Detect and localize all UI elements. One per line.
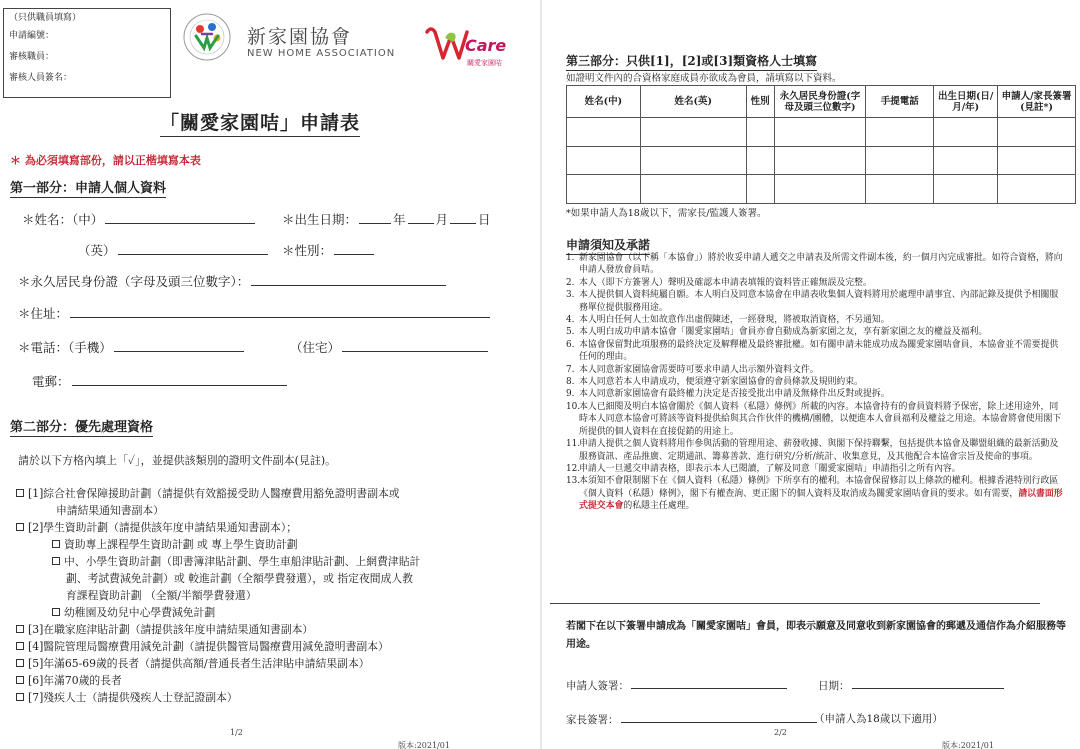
eligibility-item-label: [2]學生資助計劃（請提供該年度申請結果通知書副本）； [28,521,298,534]
form-title: 「關愛家園咭」申請表 [160,108,360,137]
declaration-item [566,289,1066,314]
item-number: 3. [566,290,575,301]
item-text: 申請人提供之個人資料將用作參與活動的管理用途、薪發收據、與閣下保持聯繫，包括提供本協會及聯盟組織的最新活動及服務資訊、產品推廣、定期通訊、籌募善款、進行研究/分析/統計、收集意見，及其他配合本協會宗旨及使命的事項。 [579,439,1059,462]
page-number: 1/2 [230,728,243,737]
item-text: 本人（即下方簽署人）聲明及確認本申請表填報的資料皆正確無誤及完整。 [579,277,872,288]
table-row [567,118,1076,147]
eligibility-subitem-tertiary[interactable] [52,536,298,553]
reviewing-officer-label: 審核職員： [9,52,55,62]
item-text: 本人已細閱及明白本協會關於《個人資料（私隱）條例》所載的內容。本協會持有的會員資料將予保密，除上述用途外，同時本人同意本協會可將該等資料提供給與其合作伙伴的機構/團體，以便進本人會員福利及權益之用途。本協會將會使用閣下所提供的個人資料在直接促銷的用途上。 [579,401,1062,437]
item-number: 2. [566,277,575,288]
gender-label: ＊性別： [282,243,333,258]
table-cell[interactable] [774,146,866,175]
family-members-table [566,85,1076,204]
table-cell[interactable] [998,146,1076,175]
table-cell[interactable] [567,175,641,204]
checkbox[interactable] [52,608,60,616]
date-label: 日期： [818,680,850,692]
table-cell[interactable] [866,146,934,175]
section3-subtitle: 如證明文件內的合資格家庭成員亦欲成為會員，請填寫以下資料。 [566,73,842,84]
eligibility-subitem-cont [66,587,257,604]
declaration-item [566,438,1066,463]
table-cell[interactable] [934,146,998,175]
month-label: 月 [435,212,449,227]
item-number: 7. [566,364,575,375]
column-header: 姓名(中) [567,86,641,118]
table-cell[interactable] [746,146,774,175]
english-name-line[interactable] [118,243,268,255]
parent-signature-note: （申請人為18歲以下適用） [814,713,943,725]
address-field[interactable] [18,304,492,322]
email-label: 電郵： [32,374,70,389]
chinese-name-label: ＊姓名：（中） [22,212,104,227]
item-text: 申請人一旦遞交申請表格，即表示本人已閱讀，了解及同意「關愛家園咭」申請指引之所有內容。 [579,463,961,474]
table-cell[interactable] [774,118,866,147]
section-separator [550,603,1040,604]
checkbox[interactable] [16,523,24,531]
declaration-item [566,326,1066,338]
table-cell[interactable] [998,118,1076,147]
eligibility-item-1[interactable] [16,485,400,502]
weare-logo-text: Care [465,36,507,55]
checkbox[interactable] [52,540,60,548]
email-field[interactable] [32,372,289,390]
section1-heading: 第一部分：申請人個人資料 [10,177,166,198]
english-name-label: （英） [78,243,116,258]
weare-logo-subtitle: 關愛家園咭 [467,59,502,67]
table-cell[interactable] [774,175,866,204]
english-name-field[interactable] [78,241,270,259]
item-number: 11. [566,439,581,450]
item-text [579,475,1066,512]
dob-month-line[interactable] [408,212,434,224]
table-header-row [567,86,1076,118]
eligibility-item-label: 資助專上課程學生資助計劃 或 專上學生資助計劃 [64,538,298,551]
table-cell[interactable] [866,175,934,204]
day-label: 日 [478,212,491,227]
mobile-field[interactable] [18,338,246,356]
applicant-signature-line[interactable] [631,677,787,689]
item-number: 8. [566,377,575,388]
declaration-item [566,339,1066,364]
eligibility-item-7[interactable] [16,689,238,706]
item-number: 5. [566,327,575,338]
eligibility-item-label: 劃、考試費減免計劃）或 較進計劃（全額學費發還），或 指定夜間成人教 [66,572,413,585]
hkid-field[interactable] [18,272,448,290]
table-cell[interactable] [934,118,998,147]
chinese-name-field[interactable] [22,210,257,228]
home-phone-label: （住宅） [290,340,341,355]
address-label: ＊住址： [18,306,69,321]
table-cell[interactable] [998,175,1076,204]
eligibility-item-label: [3]在職家庭津貼計劃（請提供該年度申請結果通知書副本） [28,623,314,636]
eligibility-item-3[interactable] [16,621,313,638]
item-number: 9. [566,389,575,400]
declaration-item [566,364,1066,376]
item-text: 本人明白成功申請本協會「關愛家園咭」會員亦會自動成為新家園之友，享有新家園之友的權益及福利。 [579,327,988,338]
item-number: 4. [566,315,575,326]
item-number: 10. [566,401,581,412]
item-text: 本人提供個人資料純屬自願。本人明白及同意本協會在申請表收集個人資料將用於處理申請事宜、內部記錄及提供予相關服務單位提供服務用途。 [579,290,1059,313]
column-header: 永久居民身份證(字母及頭三位數字) [774,86,866,118]
reviewer-signature-label: 審核人員簽名： [9,73,73,83]
consent-statement: 若閣下在以下簽署申請成為「關愛家園咭」會員，即表示願意及同意收到新家園協會的郵遞及通信作為介紹服務等用途。 [566,621,1066,650]
home-phone-line[interactable] [342,340,488,352]
checkbox[interactable] [16,676,24,684]
parent-signature-line[interactable] [621,711,817,723]
declaration-heading: 申請須知及承諾 [566,236,650,255]
checkbox[interactable] [52,557,60,565]
checkbox[interactable] [16,693,24,701]
checkbox[interactable] [16,489,24,497]
parent-signature-label: 家長簽署： [566,714,619,726]
eligibility-item-2[interactable] [16,519,297,536]
table-cell[interactable] [746,118,774,147]
eligibility-item-label: [5]年滿65-69歲的長者（請提供高額/普通長者生活津貼申請結果副本） [28,657,370,670]
chinese-name-line[interactable] [105,212,255,224]
applicant-signature-label: 申請人簽署： [566,680,629,692]
form-page-2 [542,0,1080,749]
eligibility-item-label: 幼稚園及幼兒中心學費減免計劃 [64,606,216,619]
item-text: 本人同意新家園協會需要時可要求申請人出示額外資料文件。 [579,364,819,375]
table-cell[interactable] [640,118,746,147]
application-number-label: 申請編號： [9,31,55,41]
declaration-list [566,252,1066,513]
section2-heading: 第二部分：優先處理資格 [10,416,153,437]
declaration-item [566,388,1066,400]
mobile-label: ＊電話：（手機） [18,340,112,355]
table-cell[interactable] [640,175,746,204]
declaration-item [566,314,1066,326]
section2-instruction: 請於以下方格內填上「✓」，並提供該類別的證明文件副本(見註)。 [18,454,337,467]
eligibility-item-label: [6]年滿70歲的長者 [28,674,122,687]
column-header: 手提電話 [866,86,934,118]
version-label: 版本:2021/01 [398,741,450,749]
applicant-signature-field[interactable] [566,677,789,693]
section3-heading: 第三部分：只供[1]，[2]或[3]類資格人士填寫 [566,52,817,71]
year-label: 年 [393,212,406,227]
item-number: 12. [566,463,581,474]
table-cell[interactable] [866,118,934,147]
item-text: 本人明白任何人士如故意作出虛假陳述，一經發現，將被取消資格，不另通知。 [579,315,890,326]
eligibility-subitem-kindergarten[interactable] [52,604,215,621]
item-number: 13. [566,476,581,487]
date-field[interactable] [818,677,1006,693]
minor-signature-note: *如果申請人為18歲以下，需家長/監護人簽署。 [566,208,767,219]
item-number: 1. [566,253,575,263]
eligibility-item-label: 育課程資助計劃 （全額/半額學費發還） [66,589,257,602]
eligibility-item-5[interactable] [16,655,370,672]
item-number: 6. [566,339,575,350]
page-number: 2/2 [774,728,787,737]
home-phone-field[interactable] [290,338,490,356]
declaration-item [566,376,1066,388]
eligibility-item-label: 申請結果通知書副本） [56,504,164,517]
eligibility-item-4[interactable] [16,638,389,655]
mobile-line[interactable] [114,340,244,352]
address-line[interactable] [70,306,490,318]
dob-year-line[interactable] [359,212,391,224]
dob-label: ＊出生日期： [282,212,358,227]
required-fields-note: ＊ 為必須填寫部份，請以正楷填寫本表 [10,154,201,167]
eligibility-item-label: 中、小學生資助計劃（即書簿津貼計劃、學生車船津貼計劃、上網費津貼計 [64,555,421,568]
declaration-item [566,475,1066,512]
new-home-association-logo [182,12,232,62]
table-row [567,175,1076,204]
date-line[interactable] [852,677,1004,689]
column-header: 申請人/家長簽署(見註*) [998,86,1076,118]
item-text: 本人同意新家園協會有最終權力決定是否接受批出申請及無條件出反對或提拆。 [579,389,890,400]
weare-logo [423,24,515,70]
declaration-item [566,277,1066,289]
eligibility-item-1-cont [56,502,164,519]
column-header: 性別 [746,86,774,118]
eligibility-item-6[interactable] [16,672,122,689]
table-row [567,146,1076,175]
hkid-line[interactable] [251,274,446,286]
eligibility-subitem-cont [66,570,413,587]
declaration-item [566,252,1066,277]
item-text: 新家園協會（以下稱「本協會」）將於收妥申請人遞交之申請表及所需文件副本後，約一個月內完成審批。如符合資格，將向申請人發放會員咭。 [579,253,1063,276]
item-text: 本人同意若本人申請成功，便須遵守新家園協會的會員條款及規則約束。 [579,377,863,388]
item-text-main: 本須知不會限制閣下在《個人資料（私隱）條例》下所享有的權利。本協會保留修訂以上條款的權利。根據香港特別行政區《個人資料（私隱）條例》，閣下有權查詢、更正閣下的個人資料及取消成為關愛家園咭會員的要求。如有需要， [579,476,1059,499]
column-header: 姓名(英) [640,86,746,118]
table-cell[interactable] [567,146,641,175]
gender-field[interactable] [282,241,376,259]
org-name-english: NEW HOME ASSOCIATION [247,48,396,59]
eligibility-item-label: [1]綜合社會保障援助計劃（請提供有效豁援受助人醫療費用豁免證明書副本或 [28,487,400,500]
item-text: 本協會保留對此項服務的最終決定及解釋權及最終審批權。如有關申請未能成功成為關愛家園咭會員，本協會並不需要提供任何的理由。 [579,339,1059,363]
email-line[interactable] [72,374,287,386]
table-cell[interactable] [640,146,746,175]
table-cell[interactable] [746,175,774,204]
office-use-heading: （只供職員填寫） [9,13,82,23]
hkid-label: ＊永久居民身份證（字母及頭三位數字）： [18,274,250,289]
checkbox[interactable] [16,659,24,667]
checkbox[interactable] [16,625,24,633]
dob-day-line[interactable] [450,212,476,224]
table-cell[interactable] [934,175,998,204]
eligibility-item-label: [7]殘疾人士（請提供殘疾人士登記證副本） [28,691,238,704]
date-of-birth-field[interactable] [282,210,491,228]
declaration-item [566,401,1066,438]
item-text-emphasis: 請以書面形式提交本會 [579,488,1063,512]
checkbox[interactable] [16,642,24,650]
office-use-box [3,8,171,98]
declaration-item [566,463,1066,475]
org-name-chinese: 新家園協會 [247,26,353,48]
eligibility-subitem-primary-secondary[interactable] [52,553,420,570]
parent-signature-field[interactable] [566,711,819,727]
column-header: 出生日期(日/月/年) [934,86,998,118]
table-cell[interactable] [567,118,641,147]
version-label: 版本:2021/01 [942,741,994,749]
gender-line[interactable] [334,243,374,255]
eligibility-item-label: [4]醫院管理局醫療費用減免計劃（請提供醫管局醫療費用減免證明書副本） [28,640,389,653]
item-text-tail: 的私隱主任處理。 [623,501,695,512]
